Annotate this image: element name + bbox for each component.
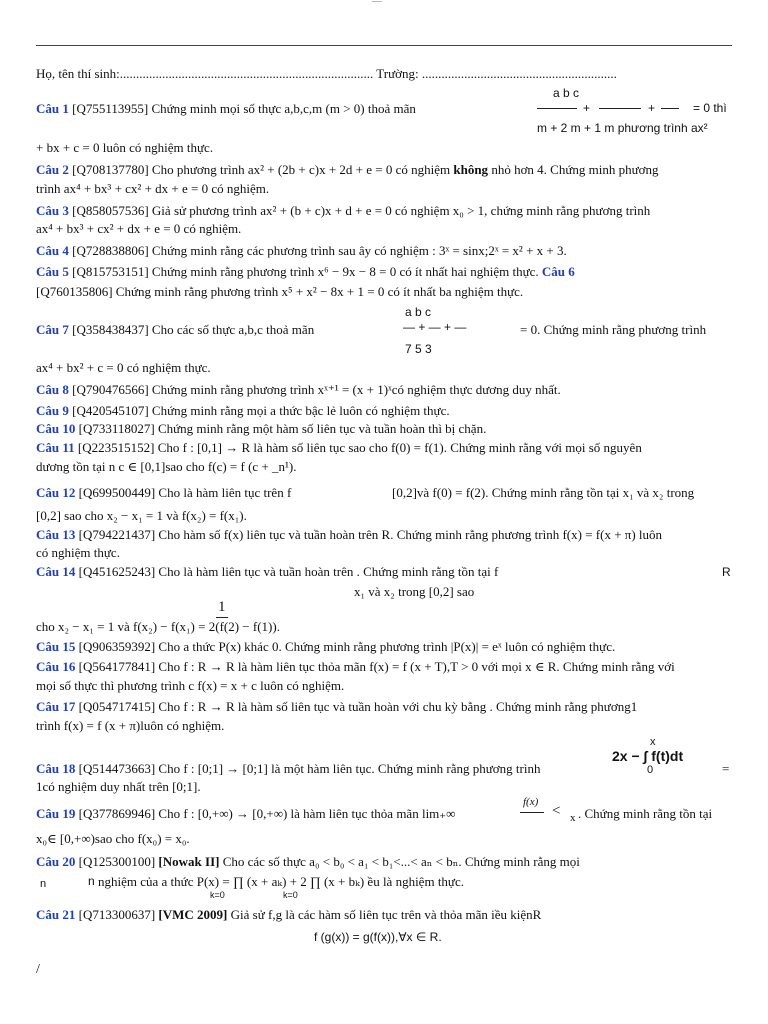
q20-sub-n2: n xyxy=(88,874,95,888)
q16-id: [Q564177841] xyxy=(78,659,156,674)
student-name-field: Họ, tên thí sinh:.............................................................................. xyxy=(36,66,374,81)
q20-text: Cho các số thực a₀ < b₀ < a₁ < b₁<...< aₙ < bₙ. Chứng minh rằng mọi xyxy=(222,854,580,869)
q19-tail: . Chứng minh rằng tồn tại xyxy=(578,806,713,821)
q6-text: Chứng minh rằng phương trình x⁵ + x² − 8x + 1 = 0 có ít nhất ba nghiệm thực. xyxy=(115,284,524,299)
q7-tail: = 0. Chứng minh rằng phương trình xyxy=(520,322,707,337)
q20-line2: nghiệm của a thức P(x) = ∏ (x + aₖ) + 2 ∏ (x + bₖ) ều là nghiệm thực. xyxy=(98,874,464,889)
q3-id: [Q858057536] xyxy=(72,203,149,218)
q2-tail: nhỏ hơn 4. Chứng minh phương xyxy=(491,162,659,177)
q8-id: [Q790476566] xyxy=(72,382,149,397)
q4-text: Chứng minh rằng các phương trình sau ây có nghiệm : 3ˣ = sinx;2ˣ = x² + x + 3. xyxy=(151,243,567,258)
question-7 xyxy=(36,322,314,338)
q2-bold: không xyxy=(453,162,489,177)
q18-integral-lower: 0 xyxy=(647,764,654,776)
q5-id: [Q815753151] xyxy=(72,264,149,279)
q12-text: Cho là hàm liên tục trên f xyxy=(158,485,292,500)
q7-number: Câu 7 xyxy=(36,322,69,337)
q1-line2: m + 2 m + 1 m phương trình ax² xyxy=(537,121,708,135)
q7-fraction-bottom: 7 5 3 xyxy=(405,342,432,356)
question-10 xyxy=(36,421,486,437)
q1-fraction-top: a b c xyxy=(553,86,580,100)
q9-number: Câu 9 xyxy=(36,403,69,418)
q1-fraction-bar-2 xyxy=(599,108,641,109)
question-18 xyxy=(36,761,540,777)
question-16 xyxy=(36,659,675,675)
q1-line3: + bx + c = 0 luôn có nghiệm thực. xyxy=(36,140,214,155)
q14-line3-frac: 2(f(2) − f(1)). xyxy=(208,619,280,634)
q4-number: Câu 4 xyxy=(36,243,69,258)
question-12 xyxy=(36,485,291,501)
q11-text: Cho f : [0,1] → R là hàm số liên tục sao cho f(0) = f(1). Chứng minh rằng với mọi số nguyên xyxy=(157,440,642,455)
q14-line2: x₁ và x₂ trong [0,2] sao xyxy=(354,584,475,599)
q14-tail: R xyxy=(722,565,731,579)
header-rule xyxy=(36,45,732,46)
q17-text: Cho f : R → R là hàm số liên tục và tuần hoàn với chu kỳ bằng . Chứng minh rằng phương1 xyxy=(158,699,638,714)
q18-number: Câu 18 xyxy=(36,761,76,776)
question-13 xyxy=(36,527,662,543)
q21-line2: f (g(x)) = g(f(x)),∀x ∈ R. xyxy=(314,930,442,944)
q21-text: Giả sử f,g là các hàm số liên tục trên và thỏa mãn iều kiệnR xyxy=(230,907,542,922)
q1-plus-1: + xyxy=(583,101,591,115)
q18-id: [Q514473663] xyxy=(78,761,156,776)
q3-line2: ax⁴ + bx³ + cx² + dx + e = 0 có nghiệm. xyxy=(36,221,242,236)
q7-id: [Q358438437] xyxy=(72,322,149,337)
q7-text: Cho các số thực a,b,c thoả mãn xyxy=(151,322,315,337)
question-19 xyxy=(36,806,455,822)
q6-number: Câu 6 xyxy=(541,264,575,279)
q14-line3-text: cho x₂ − x₁ = 1 và f(x₂) − f(x₁) = xyxy=(36,619,209,634)
q15-id: [Q906359392] xyxy=(78,639,156,654)
q21-id: [Q713300637] xyxy=(78,907,156,922)
q8-number: Câu 8 xyxy=(36,382,69,397)
q3-number: Câu 3 xyxy=(36,203,69,218)
q15-text: Cho a thức P(x) khác 0. Chứng minh rằng phương trình |P(x)| = eˣ luôn có nghiệm thực. xyxy=(158,639,616,654)
q21-source: [VMC 2009] xyxy=(158,907,228,922)
q18-text: Cho f : [0;1] → [0;1] là một hàm liên tục. Chứng minh rằng phương trình xyxy=(158,761,541,776)
q21-number: Câu 21 xyxy=(36,907,76,922)
q7-fraction-bars: — + — + — xyxy=(403,320,467,334)
q12-line2: [0,2] sao cho x₂ − x₁ = 1 và f(x₂) = f(x₁). xyxy=(36,508,247,523)
q1-plus-2: + xyxy=(648,101,656,115)
question-14 xyxy=(36,564,498,580)
q14-fraction-top: 1 xyxy=(218,599,226,615)
q16-line2: mọi số thực thì phương trình c f(x) = x + c luôn có nghiệm. xyxy=(36,678,345,693)
q2-id: [Q708137780] xyxy=(72,162,149,177)
q17-id: [Q054717415] xyxy=(78,699,156,714)
q12-tail: [0,2]và f(0) = f(2). Chứng minh rằng tồn tại x₁ và x₂ trong xyxy=(392,485,695,500)
q19-fraction-bar xyxy=(520,812,544,813)
q3-text: Giả sử phương trình ax² + (b + c)x + d + e = 0 có nghiệm x₀ > 1, chứng minh rằng phương trình xyxy=(151,203,651,218)
q19-id: [Q377869946] xyxy=(78,806,156,821)
question-4 xyxy=(36,243,567,259)
question-2 xyxy=(36,162,659,178)
q19-line2: x₀∈ [0,+∞)sao cho f(x₀) = x₀. xyxy=(36,831,190,846)
q7-line2: ax⁴ + bx² + c = 0 có nghiệm thực. xyxy=(36,360,211,375)
q12-number: Câu 12 xyxy=(36,485,76,500)
question-9 xyxy=(36,403,450,419)
q1-number: Câu 1 xyxy=(36,101,69,116)
q19-fraction-bottom: x xyxy=(570,812,576,824)
q15-number: Câu 15 xyxy=(36,639,76,654)
question-1 xyxy=(36,101,416,117)
question-21 xyxy=(36,907,541,923)
q18-integral-upper: x xyxy=(650,736,656,748)
question-5 xyxy=(36,264,575,280)
q7-fraction-top: a b c xyxy=(405,305,432,319)
q18-tail: = xyxy=(722,761,730,776)
q10-number: Câu 10 xyxy=(36,421,76,436)
q5-text: Chứng minh rằng phương trình x⁶ − 9x − 8 = 0 có ít nhất hai nghiệm thực. xyxy=(151,264,539,279)
question-3 xyxy=(36,203,650,219)
question-8 xyxy=(36,382,561,398)
q10-text: Chứng minh rằng một hàm số liên tục và tuần hoàn thì bị chặn. xyxy=(157,421,487,436)
q20-sub-n1: n xyxy=(40,878,47,890)
footer-mark: / xyxy=(36,962,40,977)
question-20 xyxy=(36,854,580,870)
q6-id: [Q760135806] xyxy=(36,284,113,299)
q5-number: Câu 5 xyxy=(36,264,69,279)
question-6 xyxy=(36,284,523,300)
q1-fraction-bar-1 xyxy=(537,108,577,109)
q1-fraction-bar-3 xyxy=(661,108,679,109)
q19-text: Cho f : [0,+∞) → [0,+∞) là hàm liên tục thỏa mãn lim₊∞ xyxy=(158,806,456,821)
q14-text: Cho là hàm liên tục và tuần hoàn trên . Chứng minh rằng tồn tại f xyxy=(158,564,499,579)
q1-tail: = 0 thì xyxy=(693,101,727,115)
question-17 xyxy=(36,699,637,715)
q9-text: Chứng minh rằng mọi a thức bậc lẻ luôn có nghiệm thực. xyxy=(151,403,450,418)
q10-id: [Q733118027] xyxy=(78,421,155,436)
q13-line2: có nghiệm thực. xyxy=(36,545,120,560)
q11-id: [Q223515152] xyxy=(77,440,155,455)
q20-sub-k2: k=0 xyxy=(283,890,298,900)
question-11 xyxy=(36,440,642,456)
q17-number: Câu 17 xyxy=(36,699,76,714)
q11-number: Câu 11 xyxy=(36,440,75,455)
q14-id: [Q451625243] xyxy=(78,564,156,579)
q2-number: Câu 2 xyxy=(36,162,69,177)
q20-id: [Q125300100] xyxy=(78,854,156,869)
q14-line3 xyxy=(36,619,280,635)
q16-text: Cho f : R → R là hàm liên tục thỏa mãn f(x) = f (x + T),T > 0 với mọi x ∈ R. Chứng minh rằng với xyxy=(158,659,675,674)
top-mark: — xyxy=(372,0,382,7)
school-field: Trường: ............................................................ xyxy=(376,66,617,81)
q1-text: Chứng minh mọi số thực a,b,c,m (m > 0) thoả mãn xyxy=(151,101,416,116)
q17-line2: trình f(x) = f (x + π)luôn có nghiệm. xyxy=(36,718,225,733)
q14-number: Câu 14 xyxy=(36,564,76,579)
q4-id: [Q728838806] xyxy=(72,243,149,258)
q20-sub-k1: k=0 xyxy=(210,890,225,900)
header-line xyxy=(36,66,617,82)
q9-id: [Q420545107] xyxy=(72,403,149,418)
q14-fraction-bar xyxy=(216,617,228,618)
q1-id: [Q755113955] xyxy=(72,101,149,116)
q11-line2: dương tồn tại n c ∈ [0,1]sao cho f(c) = f (c + _n¹). xyxy=(36,459,297,474)
q2-line2: trình ax⁴ + bx³ + cx² + dx + e = 0 có nghiệm. xyxy=(36,181,270,196)
q8-text: Chứng minh rằng phương trình xˣ⁺¹ = (x + 1)ˣcó nghiệm thực dương duy nhất. xyxy=(151,382,561,397)
q13-number: Câu 13 xyxy=(36,527,76,542)
q12-id: [Q699500449] xyxy=(78,485,156,500)
q20-source: [Nowak II] xyxy=(158,854,220,869)
q19-less-than: < xyxy=(552,803,561,819)
q13-text: Cho hàm số f(x) liên tục và tuần hoàn trên R. Chứng minh rằng phương trình f(x) = f(x + π) luôn xyxy=(158,527,663,542)
q19-number: Câu 19 xyxy=(36,806,76,821)
q18-line2: 1có nghiệm duy nhất trên [0;1]. xyxy=(36,779,201,794)
q19-fraction-top: f(x) xyxy=(523,796,539,808)
q20-number: Câu 20 xyxy=(36,854,76,869)
q16-number: Câu 16 xyxy=(36,659,76,674)
q13-id: [Q794221437] xyxy=(78,527,156,542)
question-15 xyxy=(36,639,615,655)
q18-integral: 2x − ∫ f(t)dt xyxy=(612,748,684,764)
q2-text: Cho phương trình ax² + (2b + c)x + 2d + e = 0 có nghiệm xyxy=(151,162,451,177)
